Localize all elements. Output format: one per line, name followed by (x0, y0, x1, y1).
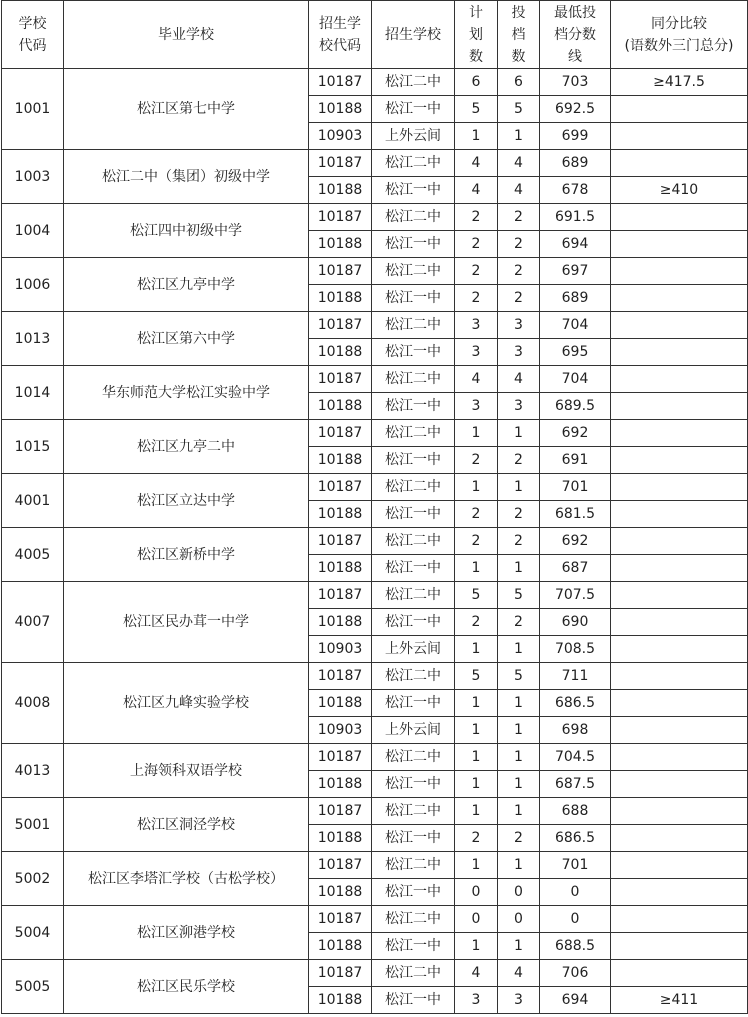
school-code-cell: 4013 (2, 744, 64, 798)
school-code-cell: 1004 (2, 204, 64, 258)
header-graduating-school: 毕业学校 (64, 1, 309, 69)
tiebreak-cell (611, 906, 748, 933)
table-row (2, 204, 748, 231)
school-code-cell: 1015 (2, 420, 64, 474)
tiebreak-cell (611, 717, 748, 744)
admit-school-cell: 松江二中 (372, 258, 455, 285)
plan-count-cell: 1 (455, 771, 498, 798)
admit-school-code-cell: 10187 (309, 528, 372, 555)
admit-school-cell: 松江二中 (372, 474, 455, 501)
toudang-count-cell: 1 (498, 123, 540, 150)
school-code-cell: 4005 (2, 528, 64, 582)
plan-count-cell: 1 (455, 474, 498, 501)
admit-school-code-cell: 10903 (309, 123, 372, 150)
tiebreak-cell (611, 285, 748, 312)
table-row (2, 663, 748, 690)
min-score-cell: 687.5 (540, 771, 611, 798)
plan-count-cell: 3 (455, 987, 498, 1014)
toudang-count-cell: 4 (498, 366, 540, 393)
min-score-cell: 707.5 (540, 582, 611, 609)
min-score-cell: 704 (540, 312, 611, 339)
admit-school-cell: 松江二中 (372, 582, 455, 609)
toudang-count-cell: 1 (498, 420, 540, 447)
table-row (2, 69, 748, 96)
toudang-count-cell: 1 (498, 744, 540, 771)
admit-school-cell: 松江一中 (372, 339, 455, 366)
admit-school-code-cell: 10903 (309, 636, 372, 663)
admit-school-cell: 上外云间 (372, 636, 455, 663)
admit-school-cell: 松江一中 (372, 231, 455, 258)
toudang-count-cell: 2 (498, 231, 540, 258)
admit-school-cell: 松江二中 (372, 150, 455, 177)
graduating-school-cell: 松江区九亭二中 (64, 420, 309, 474)
toudang-count-cell: 1 (498, 555, 540, 582)
toudang-count-cell: 1 (498, 852, 540, 879)
tiebreak-cell (611, 636, 748, 663)
min-score-cell: 703 (540, 69, 611, 96)
admit-school-code-cell: 10187 (309, 312, 372, 339)
plan-count-cell: 6 (455, 69, 498, 96)
admit-school-code-cell: 10188 (309, 447, 372, 474)
school-code-cell: 1006 (2, 258, 64, 312)
admit-school-code-cell: 10188 (309, 609, 372, 636)
min-score-cell: 704.5 (540, 744, 611, 771)
min-score-cell: 711 (540, 663, 611, 690)
tiebreak-cell (611, 744, 748, 771)
admit-school-code-cell: 10188 (309, 771, 372, 798)
graduating-school-cell: 松江区第六中学 (64, 312, 309, 366)
admit-school-cell: 松江二中 (372, 906, 455, 933)
admit-school-cell: 松江二中 (372, 852, 455, 879)
admit-school-cell: 松江一中 (372, 609, 455, 636)
admit-school-code-cell: 10187 (309, 663, 372, 690)
plan-count-cell: 3 (455, 393, 498, 420)
admit-school-cell: 松江二中 (372, 528, 455, 555)
min-score-cell: 695 (540, 339, 611, 366)
min-score-cell: 688.5 (540, 933, 611, 960)
graduating-school-cell: 松江区九峰实验学校 (64, 663, 309, 744)
tiebreak-cell (611, 474, 748, 501)
admit-school-code-cell: 10187 (309, 960, 372, 987)
school-code-cell: 1014 (2, 366, 64, 420)
header-admit-school-code: 招生学 校代码 (309, 1, 372, 69)
plan-count-cell: 4 (455, 150, 498, 177)
admission-score-table (1, 0, 748, 1014)
admit-school-code-cell: 10187 (309, 744, 372, 771)
min-score-cell: 701 (540, 474, 611, 501)
tiebreak-cell (611, 933, 748, 960)
tiebreak-cell: ≥417.5 (611, 69, 748, 96)
table-row (2, 258, 748, 285)
toudang-count-cell: 3 (498, 987, 540, 1014)
school-code-cell: 5004 (2, 906, 64, 960)
plan-count-cell: 4 (455, 960, 498, 987)
plan-count-cell: 2 (455, 285, 498, 312)
tiebreak-cell (611, 852, 748, 879)
admit-school-cell: 松江一中 (372, 690, 455, 717)
plan-count-cell: 1 (455, 123, 498, 150)
graduating-school-cell: 松江区洞泾学校 (64, 798, 309, 852)
admit-school-cell: 松江二中 (372, 312, 455, 339)
tiebreak-cell (611, 960, 748, 987)
toudang-count-cell: 2 (498, 825, 540, 852)
header-school-code: 学校 代码 (2, 1, 64, 69)
toudang-count-cell: 3 (498, 393, 540, 420)
admit-school-code-cell: 10188 (309, 285, 372, 312)
min-score-cell: 694 (540, 987, 611, 1014)
plan-count-cell: 2 (455, 609, 498, 636)
toudang-count-cell: 1 (498, 636, 540, 663)
admit-school-code-cell: 10187 (309, 366, 372, 393)
admit-school-cell: 松江一中 (372, 96, 455, 123)
toudang-count-cell: 2 (498, 528, 540, 555)
table-row (2, 366, 748, 393)
table-row (2, 474, 748, 501)
tiebreak-cell (611, 501, 748, 528)
min-score-cell: 704 (540, 366, 611, 393)
min-score-cell: 681.5 (540, 501, 611, 528)
tiebreak-cell (611, 447, 748, 474)
plan-count-cell: 2 (455, 501, 498, 528)
toudang-count-cell: 3 (498, 312, 540, 339)
plan-count-cell: 2 (455, 528, 498, 555)
plan-count-cell: 1 (455, 744, 498, 771)
plan-count-cell: 1 (455, 933, 498, 960)
table-row (2, 582, 748, 609)
min-score-cell: 694 (540, 231, 611, 258)
toudang-count-cell: 4 (498, 177, 540, 204)
admit-school-code-cell: 10187 (309, 474, 372, 501)
admit-school-code-cell: 10188 (309, 96, 372, 123)
toudang-count-cell: 5 (498, 96, 540, 123)
school-code-cell: 1013 (2, 312, 64, 366)
plan-count-cell: 1 (455, 636, 498, 663)
plan-count-cell: 3 (455, 339, 498, 366)
plan-count-cell: 1 (455, 717, 498, 744)
school-code-cell: 5005 (2, 960, 64, 1014)
tiebreak-cell (611, 690, 748, 717)
min-score-cell: 678 (540, 177, 611, 204)
toudang-count-cell: 1 (498, 771, 540, 798)
tiebreak-cell (611, 123, 748, 150)
admit-school-code-cell: 10187 (309, 582, 372, 609)
plan-count-cell: 5 (455, 663, 498, 690)
school-code-cell: 5002 (2, 852, 64, 906)
plan-count-cell: 4 (455, 177, 498, 204)
admit-school-code-cell: 10187 (309, 852, 372, 879)
admit-school-code-cell: 10187 (309, 204, 372, 231)
table-row (2, 528, 748, 555)
admit-school-cell: 松江二中 (372, 744, 455, 771)
admit-school-cell: 松江一中 (372, 285, 455, 312)
toudang-count-cell: 5 (498, 582, 540, 609)
school-code-cell: 1003 (2, 150, 64, 204)
min-score-cell: 0 (540, 906, 611, 933)
admit-school-cell: 上外云间 (372, 123, 455, 150)
min-score-cell: 687 (540, 555, 611, 582)
admit-school-cell: 松江二中 (372, 366, 455, 393)
plan-count-cell: 2 (455, 825, 498, 852)
min-score-cell: 686.5 (540, 690, 611, 717)
header-min-score: 最低投 档分数 线 (540, 1, 611, 69)
admit-school-code-cell: 10187 (309, 420, 372, 447)
header-admit-school: 招生学校 (372, 1, 455, 69)
tiebreak-cell (611, 231, 748, 258)
toudang-count-cell: 5 (498, 663, 540, 690)
plan-count-cell: 5 (455, 582, 498, 609)
plan-count-cell: 2 (455, 447, 498, 474)
graduating-school-cell: 松江四中初级中学 (64, 204, 309, 258)
min-score-cell: 689 (540, 150, 611, 177)
toudang-count-cell: 6 (498, 69, 540, 96)
toudang-count-cell: 2 (498, 501, 540, 528)
admit-school-code-cell: 10188 (309, 879, 372, 906)
min-score-cell: 691 (540, 447, 611, 474)
admit-school-code-cell: 10903 (309, 717, 372, 744)
admit-school-code-cell: 10188 (309, 987, 372, 1014)
min-score-cell: 692.5 (540, 96, 611, 123)
admit-school-code-cell: 10188 (309, 231, 372, 258)
graduating-school-cell: 松江区第七中学 (64, 69, 309, 150)
admit-school-code-cell: 10188 (309, 393, 372, 420)
plan-count-cell: 2 (455, 204, 498, 231)
toudang-count-cell: 2 (498, 258, 540, 285)
min-score-cell: 692 (540, 528, 611, 555)
graduating-school-cell: 上海领科双语学校 (64, 744, 309, 798)
graduating-school-cell: 松江区李塔汇学校（古松学校） (64, 852, 309, 906)
plan-count-cell: 1 (455, 555, 498, 582)
admit-school-cell: 松江一中 (372, 825, 455, 852)
tiebreak-cell (611, 825, 748, 852)
toudang-count-cell: 2 (498, 447, 540, 474)
header-tiebreak: 同分比较 (语数外三门总分) (611, 1, 748, 69)
school-code-cell: 4007 (2, 582, 64, 663)
toudang-count-cell: 4 (498, 150, 540, 177)
graduating-school-cell: 松江区九亭中学 (64, 258, 309, 312)
plan-count-cell: 0 (455, 879, 498, 906)
admit-school-code-cell: 10188 (309, 177, 372, 204)
school-code-cell: 5001 (2, 798, 64, 852)
admit-school-cell: 松江一中 (372, 771, 455, 798)
min-score-cell: 690 (540, 609, 611, 636)
admit-school-cell: 松江一中 (372, 393, 455, 420)
admit-school-cell: 松江一中 (372, 177, 455, 204)
min-score-cell: 706 (540, 960, 611, 987)
min-score-cell: 697 (540, 258, 611, 285)
min-score-cell: 701 (540, 852, 611, 879)
toudang-count-cell: 1 (498, 690, 540, 717)
admit-school-code-cell: 10188 (309, 339, 372, 366)
toudang-count-cell: 2 (498, 285, 540, 312)
plan-count-cell: 4 (455, 366, 498, 393)
graduating-school-cell: 松江区泖港学校 (64, 906, 309, 960)
toudang-count-cell: 0 (498, 906, 540, 933)
toudang-count-cell: 1 (498, 717, 540, 744)
min-score-cell: 689 (540, 285, 611, 312)
admit-school-code-cell: 10187 (309, 150, 372, 177)
toudang-count-cell: 3 (498, 339, 540, 366)
tiebreak-cell: ≥410 (611, 177, 748, 204)
table-row (2, 960, 748, 987)
toudang-count-cell: 1 (498, 474, 540, 501)
tiebreak-cell (611, 96, 748, 123)
toudang-count-cell: 1 (498, 933, 540, 960)
admit-school-cell: 松江二中 (372, 420, 455, 447)
plan-count-cell: 1 (455, 798, 498, 825)
table-row (2, 312, 748, 339)
tiebreak-cell (611, 582, 748, 609)
header-plan-count: 计 划 数 (455, 1, 498, 69)
tiebreak-cell (611, 528, 748, 555)
tiebreak-cell: ≥411 (611, 987, 748, 1014)
min-score-cell: 688 (540, 798, 611, 825)
toudang-count-cell: 2 (498, 609, 540, 636)
tiebreak-cell (611, 663, 748, 690)
min-score-cell: 0 (540, 879, 611, 906)
plan-count-cell: 2 (455, 258, 498, 285)
admit-school-cell: 松江一中 (372, 933, 455, 960)
admit-school-cell: 松江一中 (372, 987, 455, 1014)
plan-count-cell: 1 (455, 852, 498, 879)
toudang-count-cell: 1 (498, 798, 540, 825)
admit-school-cell: 松江二中 (372, 960, 455, 987)
tiebreak-cell (611, 204, 748, 231)
admit-school-cell: 上外云间 (372, 717, 455, 744)
graduating-school-cell: 松江区民乐学校 (64, 960, 309, 1014)
school-code-cell: 1001 (2, 69, 64, 150)
tiebreak-cell (611, 879, 748, 906)
min-score-cell: 692 (540, 420, 611, 447)
graduating-school-cell: 松江区新桥中学 (64, 528, 309, 582)
admit-school-cell: 松江一中 (372, 879, 455, 906)
school-code-cell: 4008 (2, 663, 64, 744)
tiebreak-cell (611, 258, 748, 285)
min-score-cell: 686.5 (540, 825, 611, 852)
tiebreak-cell (611, 312, 748, 339)
admit-school-cell: 松江一中 (372, 447, 455, 474)
toudang-count-cell: 4 (498, 960, 540, 987)
admit-school-code-cell: 10188 (309, 501, 372, 528)
admit-school-code-cell: 10187 (309, 258, 372, 285)
graduating-school-cell: 松江区民办茸一中学 (64, 582, 309, 663)
min-score-cell: 699 (540, 123, 611, 150)
admit-school-cell: 松江二中 (372, 69, 455, 96)
plan-count-cell: 1 (455, 420, 498, 447)
tiebreak-cell (611, 420, 748, 447)
admit-school-code-cell: 10188 (309, 933, 372, 960)
table-row (2, 744, 748, 771)
admit-school-cell: 松江一中 (372, 555, 455, 582)
header-row (2, 1, 748, 69)
plan-count-cell: 3 (455, 312, 498, 339)
graduating-school-cell: 松江区立达中学 (64, 474, 309, 528)
table-row (2, 906, 748, 933)
table-row (2, 150, 748, 177)
tiebreak-cell (611, 339, 748, 366)
min-score-cell: 698 (540, 717, 611, 744)
plan-count-cell: 1 (455, 690, 498, 717)
tiebreak-cell (611, 609, 748, 636)
admit-school-cell: 松江二中 (372, 798, 455, 825)
admit-school-code-cell: 10188 (309, 825, 372, 852)
graduating-school-cell: 松江二中（集团）初级中学 (64, 150, 309, 204)
tiebreak-cell (611, 366, 748, 393)
admit-school-code-cell: 10187 (309, 69, 372, 96)
tiebreak-cell (611, 798, 748, 825)
min-score-cell: 708.5 (540, 636, 611, 663)
admit-school-code-cell: 10188 (309, 690, 372, 717)
tiebreak-cell (611, 150, 748, 177)
min-score-cell: 691.5 (540, 204, 611, 231)
admit-school-code-cell: 10187 (309, 798, 372, 825)
admit-school-cell: 松江二中 (372, 663, 455, 690)
toudang-count-cell: 0 (498, 879, 540, 906)
plan-count-cell: 2 (455, 231, 498, 258)
tiebreak-cell (611, 771, 748, 798)
table-row (2, 852, 748, 879)
admit-school-code-cell: 10187 (309, 906, 372, 933)
admit-school-cell: 松江一中 (372, 501, 455, 528)
admit-school-code-cell: 10188 (309, 555, 372, 582)
table-row (2, 798, 748, 825)
graduating-school-cell: 华东师范大学松江实验中学 (64, 366, 309, 420)
admit-school-cell: 松江二中 (372, 204, 455, 231)
tiebreak-cell (611, 555, 748, 582)
min-score-cell: 689.5 (540, 393, 611, 420)
school-code-cell: 4001 (2, 474, 64, 528)
table-body (2, 69, 748, 1014)
toudang-count-cell: 2 (498, 204, 540, 231)
plan-count-cell: 5 (455, 96, 498, 123)
tiebreak-cell (611, 393, 748, 420)
plan-count-cell: 0 (455, 906, 498, 933)
header-toudang-count: 投 档 数 (498, 1, 540, 69)
table-row (2, 420, 748, 447)
